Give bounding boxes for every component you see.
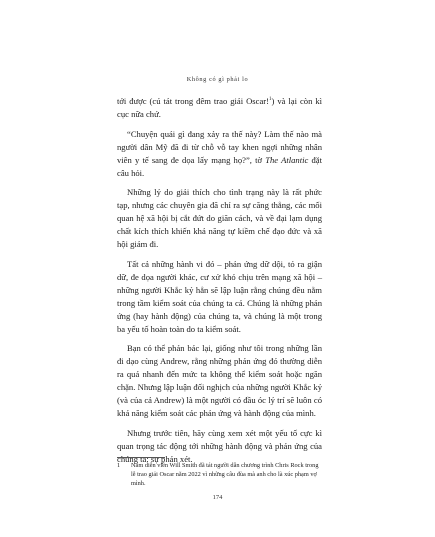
paragraph-1 bbox=[117, 95, 322, 121]
paragraph-5: Bạn có thể phản bác lại, giống như tôi trong những lần đi dạo cùng Andrew, rằng những phản ứng đó thường diễn ra quá nhanh đến mức ta không thể kiểm soát hoặc ngăn chặn. Nhưng lập luận đối nghịch của những người Khắc kỷ (và của cả Andrew) là một người có đầu óc lý trí sẽ luôn có khả năng kiểm soát các phản ứng và hành động của mình. bbox=[117, 343, 322, 418]
paragraph-1-after: ) và lại còn kì cục nữa chứ. bbox=[117, 96, 323, 119]
magazine-name: The Atlantic bbox=[265, 154, 309, 165]
paragraph-2-after: đặt câu hỏi. bbox=[117, 154, 323, 178]
footnote-reference[interactable]: 1 bbox=[269, 97, 272, 103]
body-text bbox=[117, 95, 322, 473]
page-number: 174 bbox=[212, 494, 223, 501]
footnote-number: 1 bbox=[117, 462, 121, 469]
footnote-text: Nam diễn viên Will Smith đã tát người dẫn chương trình Chris Rock trong lễ trao giải Oscar năm 2022 vì những câu đùa mà anh cho là xúc phạm vợ mình. bbox=[131, 462, 319, 487]
running-header: Không có gì phải lo bbox=[186, 76, 249, 83]
paragraph-2 bbox=[117, 128, 322, 180]
paragraph-1-text: tới được (cú tát trong đêm trao giải Oscar! bbox=[117, 96, 269, 106]
paragraph-4: Tất cả những hành vi đó – phản ứng dữ dội, tỏ ra giận dữ, đe dọa người khác, cư xử khó chịu trên mạng xã hội – những người Khắc kỷ hẳn sẽ lập luận rằng chúng đều nằm trong tầm kiểm soát của chúng ta cả. Chúng là những phản ứng (hay hành động) của chúng ta, và chúng là một trong ba yếu tố hoàn toàn do ta kiểm soát. bbox=[117, 258, 322, 334]
footnote bbox=[117, 461, 322, 488]
paragraph-6: Nhưng trước tiên, hãy cùng xem xét một yếu tố cực kì quan trọng tác động tới những hành động và phản ứng của chúng ta: sự phán xét. bbox=[117, 427, 322, 464]
paragraph-2-text: “Chuyện quái gì đang xảy ra thế này? Làm thế nào mà người dân Mỹ đã đi từ chỗ vỗ tay khen ngợi những nhân viên y tế sang đe dọa lấy mạng họ?”, tờ bbox=[117, 128, 322, 165]
paragraph-3: Những lý do giải thích cho tình trạng này là rất phức tạp, nhưng các chuyên gia đã chỉ ra sự căng thẳng, các mối quan hệ xã hội bị cắt đứt do giãn cách, và về đại lạm dụng chất kích thích khiến khả năng tự kiềm chế đạo đức và xã hội giảm đi. bbox=[117, 187, 322, 250]
footnote-divider bbox=[117, 457, 165, 458]
